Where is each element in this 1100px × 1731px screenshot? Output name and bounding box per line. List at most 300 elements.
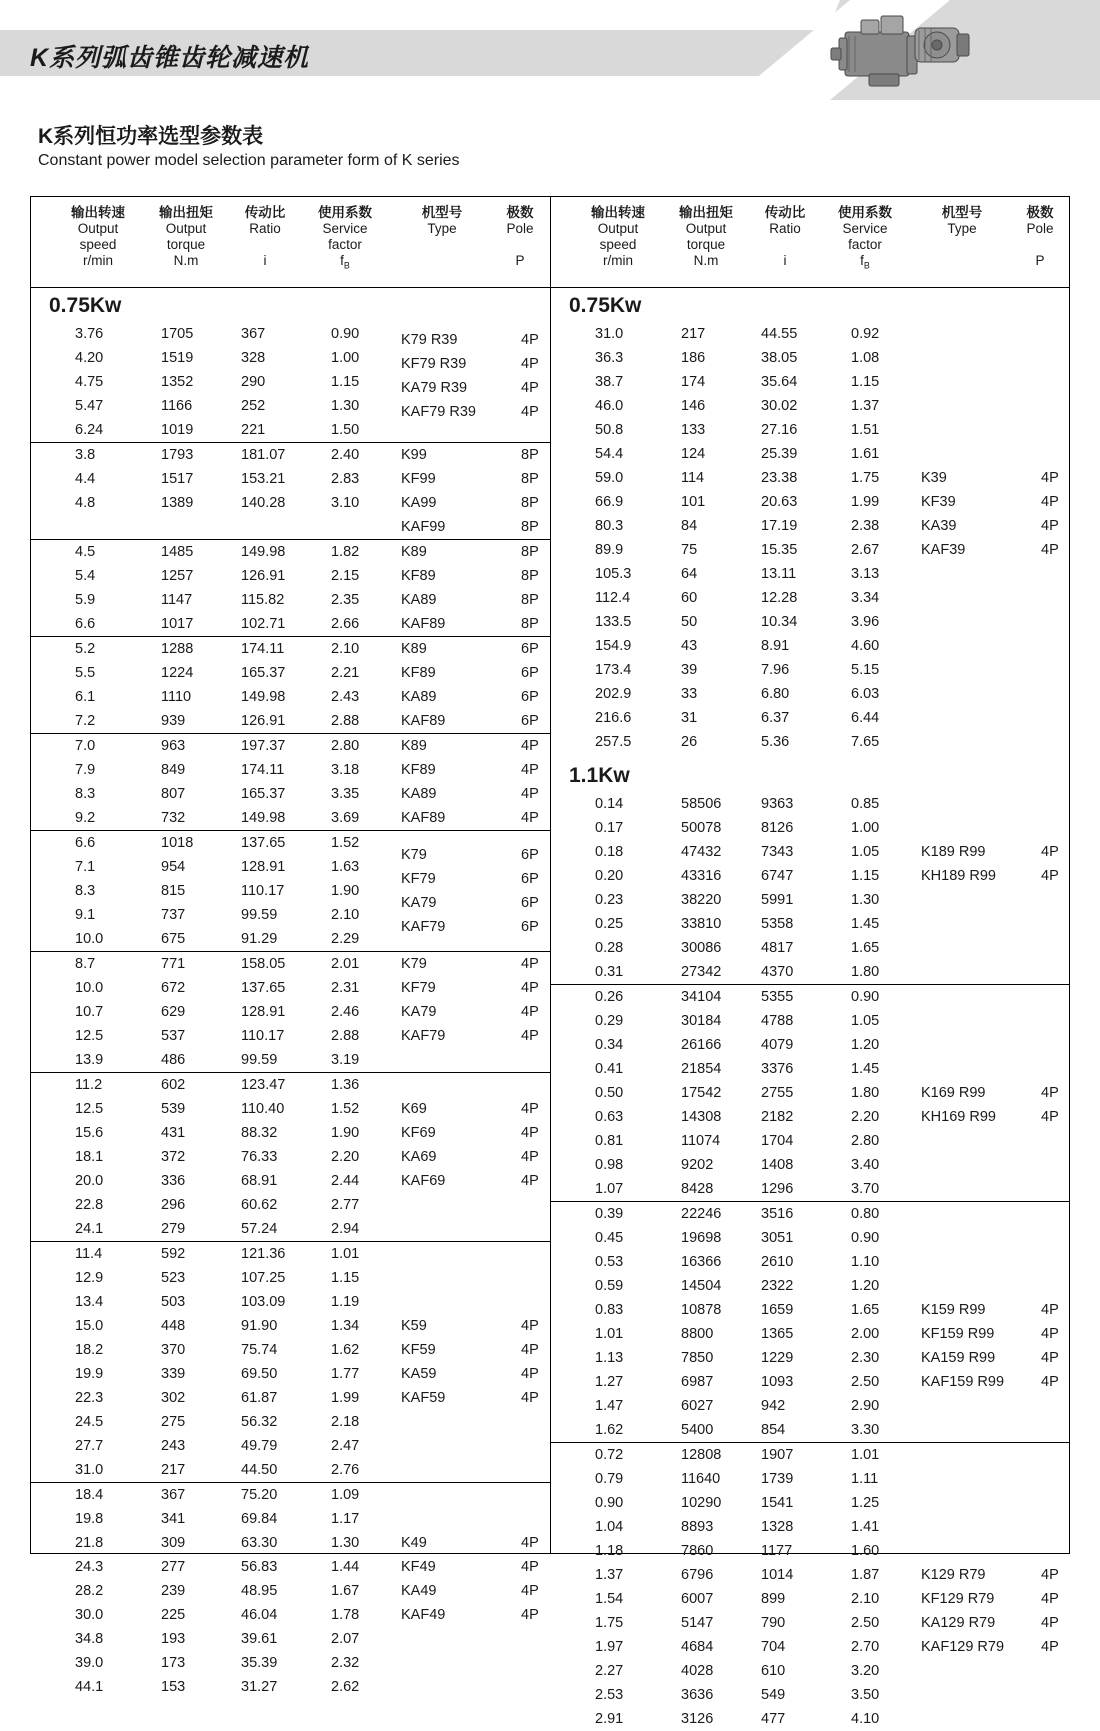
- cell-torque: 370: [161, 1342, 186, 1358]
- cell-ratio: 174.11: [241, 641, 285, 657]
- cell-torque: 539: [161, 1101, 186, 1117]
- type-label: KF79 R39: [401, 356, 467, 372]
- header-type: 机型号 Type: [421, 205, 463, 236]
- type-label: KF129 R79: [921, 1591, 995, 1607]
- cell-speed: 7.2: [75, 713, 96, 729]
- cell-torque: 186: [681, 350, 706, 366]
- table-row: [31, 806, 550, 830]
- table-row: [551, 346, 1070, 370]
- cell-ratio: 197.37: [241, 738, 286, 754]
- table-right-column: [551, 197, 1070, 1727]
- table-row: [551, 658, 1070, 682]
- pole-label: 4P: [521, 1390, 539, 1406]
- cell-ratio: 69.84: [241, 1511, 278, 1527]
- table-group: [31, 1483, 550, 1699]
- cell-ratio: 30.02: [761, 398, 798, 414]
- cell-ratio: 1739: [761, 1471, 794, 1487]
- cell-torque: 7860: [681, 1543, 714, 1559]
- cell-torque: 10878: [681, 1302, 722, 1318]
- cell-torque: 5147: [681, 1615, 714, 1631]
- cell-speed: 0.53: [595, 1254, 624, 1270]
- cell-factor: 2.15: [331, 568, 360, 584]
- type-label: KAF89: [401, 810, 446, 826]
- cell-ratio: 31.27: [241, 1679, 278, 1695]
- cell-ratio: 126.91: [241, 568, 286, 584]
- cell-ratio: 5355: [761, 989, 794, 1005]
- cell-speed: 4.20: [75, 350, 104, 366]
- type-label: KA69: [401, 1149, 437, 1165]
- table-row: [551, 1009, 1070, 1033]
- type-label: KAF69: [401, 1173, 446, 1189]
- table-row: [551, 418, 1070, 442]
- type-label: KA79: [401, 1004, 437, 1020]
- cell-torque: 1019: [161, 422, 194, 438]
- cell-torque: 17542: [681, 1085, 722, 1101]
- cell-ratio: 221: [241, 422, 266, 438]
- cell-factor: 0.90: [851, 989, 880, 1005]
- cell-ratio: 44.50: [241, 1462, 278, 1478]
- cell-torque: 16366: [681, 1254, 722, 1270]
- cell-ratio: 103.09: [241, 1294, 286, 1310]
- cell-ratio: 790: [761, 1615, 786, 1631]
- cell-ratio: 252: [241, 398, 266, 414]
- cell-factor: 0.80: [851, 1206, 880, 1222]
- header-ratio-2: 传动比 Ratio i: [764, 205, 806, 268]
- table-row: [551, 1033, 1070, 1057]
- cell-ratio: 7.96: [761, 662, 790, 678]
- table-row: [31, 1507, 550, 1531]
- table-row: [551, 442, 1070, 466]
- pole-label: 4P: [521, 956, 539, 972]
- table-row: [551, 370, 1070, 394]
- cell-speed: 10.7: [75, 1004, 104, 1020]
- cell-torque: 341: [161, 1511, 186, 1527]
- pole-label: 4P: [1041, 494, 1059, 510]
- cell-torque: 12808: [681, 1447, 722, 1463]
- cell-factor: 2.47: [331, 1438, 360, 1454]
- cell-torque: 30086: [681, 940, 722, 956]
- type-label: KA89: [401, 786, 437, 802]
- table-row: [551, 1177, 1070, 1201]
- cell-factor: 1.30: [851, 892, 880, 908]
- cell-torque: 26: [681, 734, 698, 750]
- cell-ratio: 942: [761, 1398, 786, 1414]
- cell-speed: 2.27: [595, 1663, 624, 1679]
- cell-torque: 302: [161, 1390, 186, 1406]
- cell-factor: 2.62: [331, 1679, 360, 1695]
- pole-label: 8P: [521, 592, 539, 608]
- type-label: K169 R99: [921, 1085, 986, 1101]
- cell-ratio: 1408: [761, 1157, 794, 1173]
- cell-torque: 10290: [681, 1495, 722, 1511]
- cell-speed: 0.17: [595, 820, 624, 836]
- cell-torque: 1352: [161, 374, 194, 390]
- type-label: KAF129 R79: [921, 1639, 1005, 1655]
- pole-list: [521, 952, 539, 1048]
- cell-torque: 1017: [161, 616, 194, 632]
- page-title: K系列恒功率选型参数表: [38, 125, 264, 148]
- pole-label: 6P: [521, 665, 539, 681]
- table-row: [551, 888, 1070, 912]
- cell-factor: 2.77: [331, 1197, 360, 1213]
- cell-ratio: 704: [761, 1639, 786, 1655]
- cell-speed: 24.1: [75, 1221, 104, 1237]
- header-service-factor: 使用系数 Service factor $f_B$: [318, 205, 372, 271]
- cell-factor: 2.80: [851, 1133, 880, 1149]
- cell-speed: 31.0: [595, 326, 624, 342]
- cell-ratio: 1659: [761, 1302, 794, 1318]
- cell-speed: 18.4: [75, 1487, 104, 1503]
- cell-torque: 14308: [681, 1109, 722, 1125]
- cell-speed: 0.63: [595, 1109, 624, 1125]
- cell-speed: 0.39: [595, 1206, 624, 1222]
- pole-label: 4P: [1041, 1326, 1059, 1342]
- cell-torque: 8800: [681, 1326, 714, 1342]
- cell-ratio: 69.50: [241, 1366, 278, 1382]
- type-label: KF39: [921, 494, 956, 510]
- table-row: [31, 1242, 550, 1266]
- type-label: KF69: [401, 1125, 436, 1141]
- table-group: [31, 443, 550, 540]
- cell-factor: 3.19: [331, 1052, 360, 1068]
- type-label: KF89: [401, 665, 436, 681]
- cell-ratio: 1704: [761, 1133, 794, 1149]
- cell-ratio: 854: [761, 1422, 786, 1438]
- cell-speed: 0.14: [595, 796, 624, 812]
- cell-factor: 1.52: [331, 1101, 360, 1117]
- cell-speed: 21.8: [75, 1535, 104, 1551]
- cell-ratio: 49.79: [241, 1438, 278, 1454]
- cell-speed: 1.37: [595, 1567, 624, 1583]
- cell-speed: 5.4: [75, 568, 96, 584]
- cell-speed: 5.9: [75, 592, 96, 608]
- pole-list: [1041, 1563, 1059, 1659]
- cell-torque: 174: [681, 374, 706, 390]
- cell-ratio: 38.05: [761, 350, 798, 366]
- pole-label: 4P: [521, 1366, 539, 1382]
- header-output-speed-2: 输出转速 Output speed r/min: [591, 205, 645, 268]
- cell-ratio: 46.04: [241, 1607, 278, 1623]
- cell-speed: 4.4: [75, 471, 96, 487]
- cell-factor: 2.90: [851, 1398, 880, 1414]
- cell-ratio: 1229: [761, 1350, 794, 1366]
- cell-factor: 1.08: [851, 350, 880, 366]
- cell-factor: 1.80: [851, 964, 880, 980]
- table-group: [31, 831, 550, 952]
- table-row: [31, 443, 550, 467]
- cell-ratio: 5.36: [761, 734, 790, 750]
- cell-speed: 1.13: [595, 1350, 624, 1366]
- cell-factor: 1.15: [851, 374, 880, 390]
- type-label: KAF79: [401, 919, 446, 935]
- table-row: [31, 1458, 550, 1482]
- pole-label: 6P: [521, 895, 539, 911]
- type-list: [401, 734, 445, 830]
- cell-ratio: 48.95: [241, 1583, 278, 1599]
- type-list: [921, 1081, 996, 1129]
- cell-speed: 54.4: [595, 446, 624, 462]
- type-label: K39: [921, 470, 947, 486]
- type-label: KAF99: [401, 519, 446, 535]
- cell-ratio: 121.36: [241, 1246, 286, 1262]
- cell-speed: 20.0: [75, 1173, 104, 1189]
- table-row: [31, 758, 550, 782]
- cell-speed: 0.26: [595, 989, 624, 1005]
- cell-ratio: 99.59: [241, 907, 278, 923]
- cell-factor: 1.44: [331, 1559, 360, 1575]
- cell-factor: 2.10: [331, 907, 360, 923]
- cell-factor: 2.40: [331, 447, 360, 463]
- pole-list: [521, 1097, 539, 1193]
- table-row: [31, 661, 550, 685]
- type-list: [401, 443, 445, 539]
- cell-ratio: 610: [761, 1663, 786, 1679]
- cell-speed: 2.91: [595, 1711, 624, 1727]
- pole-label: 8P: [521, 544, 539, 560]
- cell-ratio: 35.64: [761, 374, 798, 390]
- cell-speed: 12.5: [75, 1101, 104, 1117]
- type-label: KA99: [401, 495, 437, 511]
- pole-list: [1041, 1081, 1059, 1129]
- cell-factor: 2.44: [331, 1173, 360, 1189]
- cell-speed: 19.9: [75, 1366, 104, 1382]
- cell-speed: 27.7: [75, 1438, 104, 1454]
- table-row: [31, 709, 550, 733]
- type-label: KA59: [401, 1366, 437, 1382]
- type-label: K79: [401, 847, 427, 863]
- table-row: [31, 491, 550, 515]
- cell-ratio: 128.91: [241, 859, 286, 875]
- cell-ratio: 4370: [761, 964, 794, 980]
- table-row: [31, 855, 550, 879]
- cell-torque: 537: [161, 1028, 186, 1044]
- cell-ratio: 56.83: [241, 1559, 278, 1575]
- pole-label: 4P: [1041, 1615, 1059, 1631]
- cell-factor: 1.09: [331, 1487, 360, 1503]
- cell-ratio: 3376: [761, 1061, 794, 1077]
- type-label: KA79: [401, 895, 437, 911]
- table-row: [31, 467, 550, 491]
- cell-ratio: 6747: [761, 868, 794, 884]
- pole-label: 4P: [521, 380, 539, 396]
- cell-torque: 5400: [681, 1422, 714, 1438]
- cell-ratio: 7343: [761, 844, 794, 860]
- cell-ratio: 6.80: [761, 686, 790, 702]
- cell-ratio: 2322: [761, 1278, 794, 1294]
- pole-label: 4P: [1041, 868, 1059, 884]
- cell-ratio: 165.37: [241, 786, 286, 802]
- cell-speed: 4.75: [75, 374, 104, 390]
- header-output-torque: 输出扭矩 Output torque N.m: [159, 205, 213, 268]
- cell-speed: 0.23: [595, 892, 624, 908]
- cell-torque: 6027: [681, 1398, 714, 1414]
- table-row: [31, 952, 550, 976]
- table-row: [551, 1274, 1070, 1298]
- cell-factor: 1.90: [331, 883, 360, 899]
- pole-label: 4P: [521, 1004, 539, 1020]
- cell-factor: 1.01: [851, 1447, 880, 1463]
- cell-factor: 1.52: [331, 835, 360, 851]
- cell-ratio: 23.38: [761, 470, 798, 486]
- pole-label: 6P: [521, 689, 539, 705]
- table-row: [31, 612, 550, 636]
- cell-ratio: 137.65: [241, 980, 286, 996]
- cell-torque: 21854: [681, 1061, 722, 1077]
- pole-label: 4P: [521, 332, 539, 348]
- table-row: [551, 466, 1070, 490]
- cell-factor: 3.30: [851, 1422, 880, 1438]
- cell-speed: 133.5: [595, 614, 632, 630]
- cell-torque: 34104: [681, 989, 722, 1005]
- cell-torque: 939: [161, 713, 186, 729]
- cell-factor: 1.87: [851, 1567, 880, 1583]
- cell-torque: 4684: [681, 1639, 714, 1655]
- cell-torque: 296: [161, 1197, 186, 1213]
- cell-torque: 1517: [161, 471, 194, 487]
- cell-torque: 26166: [681, 1037, 722, 1053]
- cell-ratio: 3051: [761, 1230, 794, 1246]
- cell-speed: 89.9: [595, 542, 624, 558]
- cell-ratio: 140.28: [241, 495, 286, 511]
- pole-list: [521, 637, 539, 733]
- cell-speed: 8.3: [75, 786, 96, 802]
- cell-factor: 2.35: [331, 592, 360, 608]
- table-row: [551, 1394, 1070, 1418]
- type-label: KA89: [401, 689, 437, 705]
- cell-ratio: 27.16: [761, 422, 798, 438]
- cell-factor: 1.05: [851, 844, 880, 860]
- cell-ratio: 3516: [761, 1206, 794, 1222]
- type-label: KF49: [401, 1559, 436, 1575]
- table-row: [31, 976, 550, 1000]
- cell-speed: 0.29: [595, 1013, 624, 1029]
- type-label: KH189 R99: [921, 868, 996, 884]
- cell-torque: 486: [161, 1052, 186, 1068]
- table-row: [31, 831, 550, 855]
- pole-label: 6P: [521, 641, 539, 657]
- cell-speed: 3.76: [75, 326, 104, 342]
- cell-speed: 0.90: [595, 1495, 624, 1511]
- cell-ratio: 1177: [761, 1543, 793, 1559]
- pole-label: 4P: [1041, 518, 1059, 534]
- cell-torque: 1018: [161, 835, 194, 851]
- cell-ratio: 10.34: [761, 614, 798, 630]
- cell-ratio: 9363: [761, 796, 794, 812]
- table-row: [551, 1057, 1070, 1081]
- cell-factor: 1.99: [331, 1390, 360, 1406]
- pole-label: 8P: [521, 447, 539, 463]
- cell-torque: 1519: [161, 350, 194, 366]
- cell-ratio: 110.17: [241, 1028, 285, 1044]
- type-list: [401, 843, 445, 939]
- pole-list: [1041, 1298, 1059, 1394]
- table-row: [551, 586, 1070, 610]
- cell-ratio: 35.39: [241, 1655, 278, 1671]
- cell-torque: 815: [161, 883, 186, 899]
- cell-speed: 0.31: [595, 964, 624, 980]
- cell-factor: 0.90: [331, 326, 360, 342]
- cell-speed: 24.3: [75, 1559, 104, 1575]
- cell-factor: 1.30: [331, 1535, 360, 1551]
- cell-speed: 46.0: [595, 398, 624, 414]
- cell-torque: 339: [161, 1366, 186, 1382]
- cell-torque: 1485: [161, 544, 194, 560]
- cell-torque: 6987: [681, 1374, 714, 1390]
- pole-list: [521, 328, 539, 424]
- header-output-torque-2: 输出扭矩 Output torque N.m: [679, 205, 733, 268]
- cell-speed: 257.5: [595, 734, 632, 750]
- cell-ratio: 107.25: [241, 1270, 286, 1286]
- cell-ratio: 1328: [761, 1519, 794, 1535]
- cell-torque: 217: [161, 1462, 186, 1478]
- pole-label: 8P: [521, 616, 539, 632]
- cell-torque: 64: [681, 566, 698, 582]
- type-list: [921, 840, 996, 888]
- cell-ratio: 68.91: [241, 1173, 278, 1189]
- cell-ratio: 1296: [761, 1181, 794, 1197]
- type-label: K49: [401, 1535, 427, 1551]
- type-label: K79: [401, 956, 427, 972]
- table-row: [31, 903, 550, 927]
- cell-torque: 50: [681, 614, 698, 630]
- cell-speed: 4.5: [75, 544, 96, 560]
- cell-factor: 3.50: [851, 1687, 880, 1703]
- cell-factor: 3.40: [851, 1157, 880, 1173]
- table-row: [31, 1314, 550, 1338]
- pole-list: [521, 734, 539, 830]
- header-service-factor-2: 使用系数 Service factor $f_B$: [838, 205, 892, 271]
- cell-torque: 1705: [161, 326, 194, 342]
- cell-ratio: 91.29: [241, 931, 278, 947]
- type-list: [401, 1314, 445, 1410]
- cell-torque: 58506: [681, 796, 722, 812]
- cell-torque: 153: [161, 1679, 186, 1695]
- cell-torque: 1257: [161, 568, 194, 584]
- cell-speed: 0.98: [595, 1157, 624, 1173]
- table-group: [31, 322, 550, 443]
- cell-factor: 5.15: [851, 662, 880, 678]
- cell-factor: 1.82: [331, 544, 360, 560]
- pole-label: 4P: [521, 1028, 539, 1044]
- header-pole-2: 极数 Pole P: [1026, 205, 1054, 268]
- table-row: [31, 637, 550, 661]
- cell-speed: 13.9: [75, 1052, 104, 1068]
- table-row: [31, 1410, 550, 1434]
- cell-torque: 33: [681, 686, 698, 702]
- cell-speed: 15.6: [75, 1125, 104, 1141]
- cell-speed: 6.6: [75, 835, 96, 851]
- cell-speed: 38.7: [595, 374, 624, 390]
- table-row: [551, 985, 1070, 1009]
- table-row: [31, 540, 550, 564]
- cell-speed: 112.4: [595, 590, 631, 606]
- cell-ratio: 137.65: [241, 835, 286, 851]
- pole-list: [521, 443, 539, 539]
- cell-torque: 50078: [681, 820, 722, 836]
- cell-torque: 431: [161, 1125, 186, 1141]
- pole-label: 4P: [521, 1125, 539, 1141]
- cell-torque: 225: [161, 1607, 186, 1623]
- cell-speed: 80.3: [595, 518, 624, 534]
- pole-list: [1041, 840, 1059, 888]
- type-label: KA159 R99: [921, 1350, 996, 1366]
- cell-torque: 11640: [681, 1471, 721, 1487]
- cell-ratio: 44.55: [761, 326, 798, 342]
- cell-speed: 173.4: [595, 662, 632, 678]
- cell-factor: 1.15: [851, 868, 880, 884]
- cell-factor: 2.01: [331, 956, 360, 972]
- cell-torque: 1389: [161, 495, 194, 511]
